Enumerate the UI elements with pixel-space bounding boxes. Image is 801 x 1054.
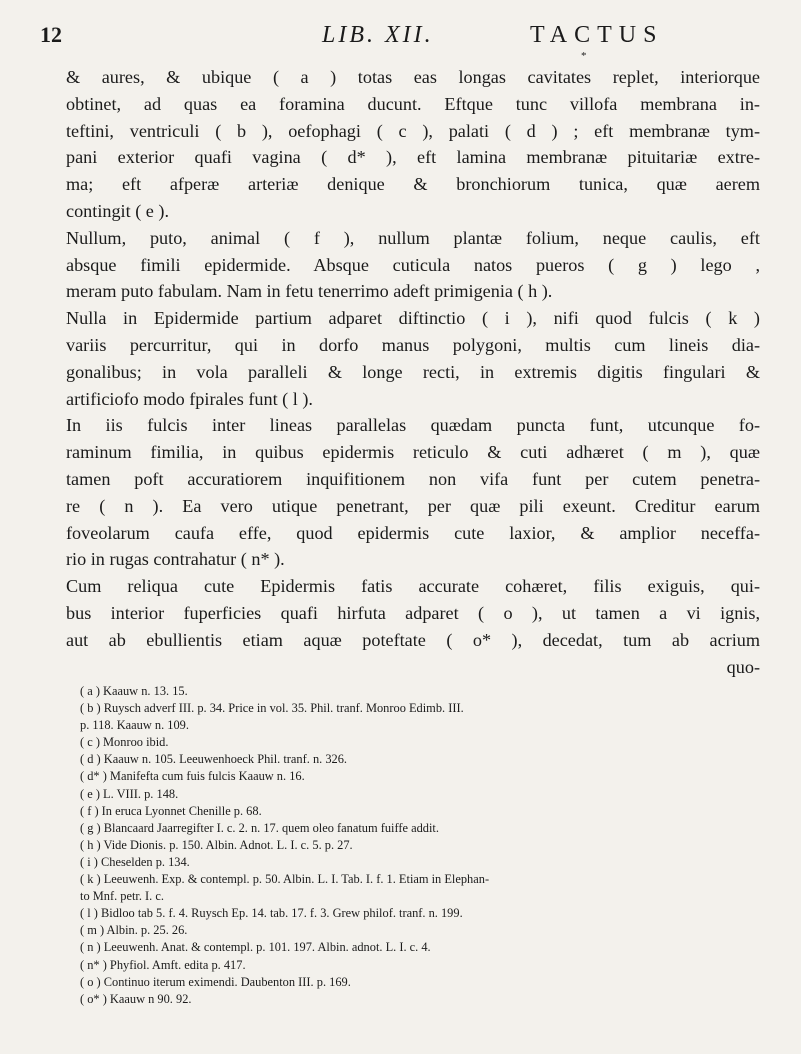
footnote: to Mnf. petr. I. c. [80, 889, 164, 904]
text-line: obtinet, ad quas ea foramina ducunt. Eftque tunc villofa membrana in- [66, 93, 760, 114]
text-line: gonalibus; in vola paralleli & longe recti, in extremis digitis fingulari & [66, 361, 760, 382]
footnote: ( k ) Leeuwenh. Exp. & contempl. p. 50. Albin. L. I. Tab. I. f. 1. Etiam in Elephan- [80, 872, 490, 887]
footnote: ( a ) Kaauw n. 13. 15. [80, 684, 188, 698]
asterisk-ornament: * [581, 50, 587, 62]
text-line: rio in rugas contrahatur ( n* ). [66, 549, 285, 570]
text-line: Nullum, puto, animal ( f ), nullum plantæ folium, neque caulis, eft [66, 227, 760, 248]
running-subject: TACTUS [530, 22, 664, 48]
text-line: re ( n ). Ea vero utique penetrant, per quæ pili exeunt. Creditur earum [66, 495, 760, 516]
footnote: ( d* ) Manifefta cum fuis fulcis Kaauw n. 16. [80, 769, 305, 784]
text-line: raminum fimilia, in quibus epidermis reticulo & cuti adhæret ( m ), quæ [66, 442, 760, 463]
text-line: pani exterior quafi vagina ( d* ), eft lamina membranæ pituitariæ extre- [66, 147, 760, 168]
footnote: p. 118. Kaauw n. 109. [80, 718, 189, 733]
text-line: ma; eft afperæ arteriæ denique & bronchiorum tunica, quæ aerem [66, 174, 760, 195]
text-line: In iis fulcis inter lineas parallelas quædam puncta funt, utcunque fo- [66, 415, 760, 436]
footnote: ( g ) Blancaard Jaarregifter I. c. 2. n. 17. quem oleo fanatum fuiffe addit. [80, 820, 439, 835]
text-line: tamen poft accuratiorem inquifitionem non vifa funt per cutem penetra- [66, 468, 760, 489]
footnote: ( e ) L. VIII. p. 148. [80, 786, 179, 801]
footnote: ( m ) Albin. p. 25. 26. [80, 923, 188, 938]
text-line: artificiofo modo fpirales funt ( l ). [66, 388, 313, 409]
main-text [66, 64, 760, 680]
text-line: variis percurritur, qui in dorfo manus polygoni, multis cum lineis dia- [66, 334, 760, 355]
footnote: ( b ) Ruysch adverf III. p. 34. Price in vol. 35. Phil. tranf. Monroo Edimb. III. [80, 701, 464, 716]
text-line: & aures, & ubique ( a ) totas eas longas cavitates replet, interiorque [66, 67, 760, 87]
text-line: Nulla in Epidermide partium adparet diftinctio ( i ), nifi quod fulcis ( k ) [66, 308, 760, 329]
text-line: aut ab ebullientis etiam aquæ poteftate ( o* ), decedat, tum ab acrium [66, 629, 760, 650]
text-line: Cum reliqua cute Epidermis fatis accurate cohæret, filis exiguis, qui- [66, 576, 760, 597]
footnote: ( o* ) Kaauw n 90. 92. [80, 991, 192, 1006]
footnote: ( c ) Monroo ibid. [80, 735, 169, 750]
footnote: ( d ) Kaauw n. 105. Leeuwenhoeck Phil. tranf. n. 326. [80, 752, 348, 767]
footnote: ( h ) Vide Dionis. p. 150. Albin. Adnot. L. I. c. 5. p. 27. [80, 837, 353, 852]
catchword: quo- [726, 656, 760, 677]
footnotes [80, 683, 770, 1008]
text-line: contingit ( e ). [66, 200, 170, 221]
text-line: teftini, ventriculi ( b ), oefophagi ( c ), palati ( d ) ; eft membranæ tym- [66, 120, 760, 141]
footnote: ( n* ) Phyfiol. Amft. edita p. 417. [80, 957, 246, 972]
text-line: meram puto fabulam. Nam in fetu tenerrimo adeft primigenia ( h ). [66, 281, 553, 302]
text-line: absque fimili epidermide. Absque cuticula natos pueros ( g ) lego , [66, 254, 760, 275]
text-line: bus interior fuperficies quafi hirfuta adparet ( o ), ut tamen a vi ignis, [66, 602, 760, 623]
footnote: ( i ) Cheselden p. 134. [80, 854, 190, 869]
text-line: foveolarum caufa effe, quod epidermis cute laxior, & amplior neceffa- [66, 522, 760, 543]
footnote: ( f ) In eruca Lyonnet Chenille p. 68. [80, 803, 262, 818]
footnote: ( o ) Continuo iterum eximendi. Daubenton III. p. 169. [80, 974, 351, 989]
footnote: ( n ) Leeuwenh. Anat. & contempl. p. 101. 197. Albin. adnot. L. I. c. 4. [80, 940, 431, 955]
page-number: 12 [40, 22, 62, 47]
footnote: ( l ) Bidloo tab 5. f. 4. Ruysch Ep. 14. tab. 17. f. 3. Grew philof. tranf. n. 199. [80, 906, 463, 921]
running-title: LIB. XII. [322, 22, 434, 48]
running-header [40, 22, 761, 62]
